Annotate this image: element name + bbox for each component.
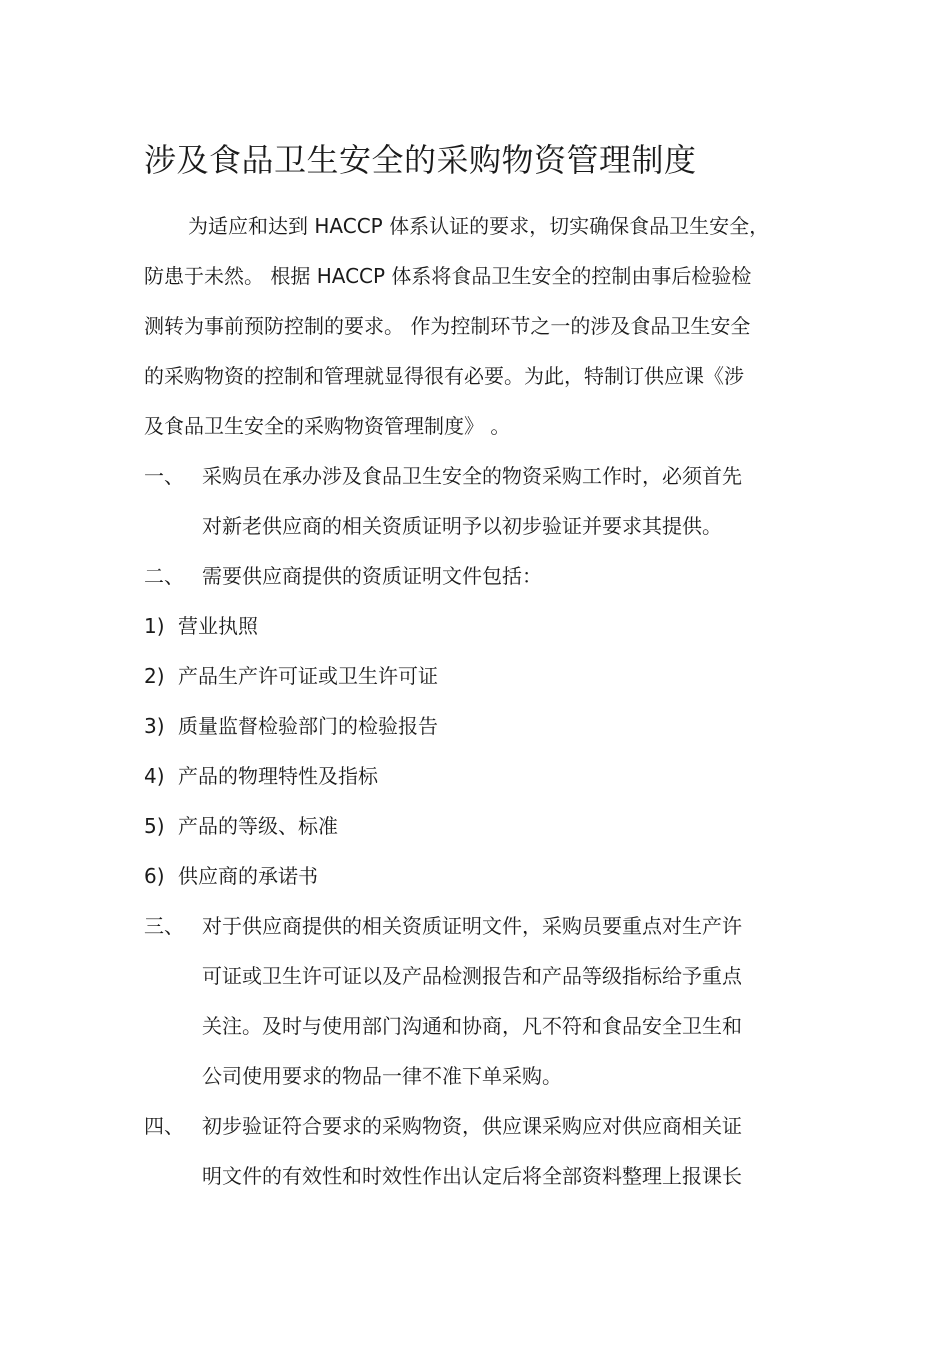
- intro-line-1: 为适应和达到 HACCP 体系认证的要求，切实确保食品卫生安全，: [188, 214, 770, 238]
- section-1-line-2: 对新老供应商的相关资质证明予以初步验证并要求其提供。: [202, 514, 722, 538]
- section-4-marker: 四、: [144, 1114, 184, 1138]
- section-3-line-2: 可证或卫生许可证以及产品检测报告和产品等级指标给予重点: [202, 964, 742, 988]
- section-2-line-1: 需要供应商提供的资质证明文件包括：: [202, 564, 542, 588]
- list-item-text: 质量监督检验部门的检验报告: [178, 714, 438, 738]
- section-4-line-2: 明文件的有效性和时效性作出认定后将全部资料整理上报课长: [202, 1164, 742, 1188]
- list-item-number: 4): [144, 764, 165, 788]
- section-3-line-1: 对于供应商提供的相关资质证明文件，采购员要重点对生产许: [202, 914, 742, 938]
- section-3-line-4: 公司使用要求的物品一律不准下单采购。: [202, 1064, 562, 1088]
- section-1-line-1: 采购员在承办涉及食品卫生安全的物资采购工作时，必须首先: [202, 464, 742, 488]
- list-item-text: 供应商的承诺书: [178, 864, 318, 888]
- section-3-line-3: 关注。及时与使用部门沟通和协商，凡不符和食品安全卫生和: [202, 1014, 742, 1038]
- list-item-text: 产品生产许可证或卫生许可证: [178, 664, 438, 688]
- section-2-marker: 二、: [144, 564, 184, 588]
- list-item-number: 1): [144, 614, 165, 638]
- list-item-text: 产品的等级、标准: [178, 814, 338, 838]
- list-item-number: 2): [144, 664, 165, 688]
- intro-line-3: 测转为事前预防控制的要求。 作为控制环节之一的涉及食品卫生安全: [144, 314, 751, 338]
- list-item-number: 5): [144, 814, 165, 838]
- list-item-text: 产品的物理特性及指标: [178, 764, 378, 788]
- list-item-number: 6): [144, 864, 165, 888]
- section-1-marker: 一、: [144, 464, 184, 488]
- intro-line-2: 防患于未然。 根据 HACCP 体系将食品卫生安全的控制由事后检验检: [144, 264, 752, 288]
- section-4-line-1: 初步验证符合要求的采购物资，供应课采购应对供应商相关证: [202, 1114, 742, 1138]
- intro-line-5: 及食品卫生安全的采购物资管理制度》 。: [144, 414, 511, 438]
- list-item-number: 3): [144, 714, 165, 738]
- intro-line-4: 的采购物资的控制和管理就显得很有必要。为此，特制订供应课《涉: [144, 364, 744, 388]
- list-item-text: 营业执照: [178, 614, 258, 638]
- section-3-marker: 三、: [144, 914, 184, 938]
- document-title: 涉及食品卫生安全的采购物资管理制度: [144, 141, 697, 179]
